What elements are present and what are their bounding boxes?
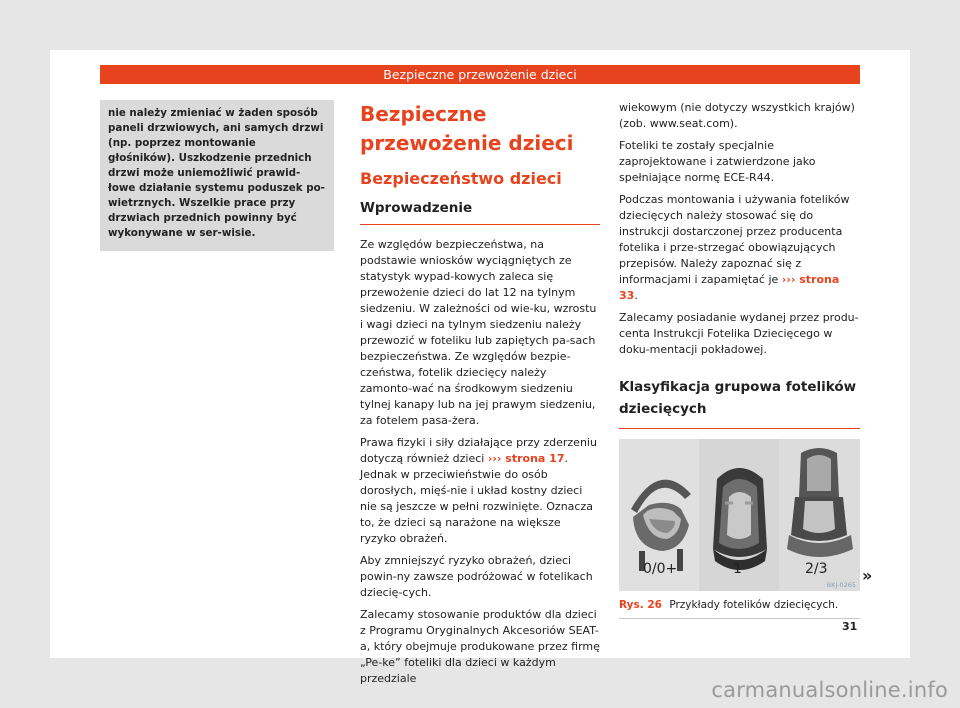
section-title: Klasyfikacja grupowa fotelików dziecięcych — [619, 379, 857, 417]
column-middle — [360, 100, 600, 693]
paragraph-text: . Jednak w przeciwieństwie do osób dorosłych, mięś-nie i układ kostny dzieci nie są jeszcze w pełni rozwinięte. Oznacza to, że dzieci są narażone na większe ryzyko obrażeń. — [360, 452, 593, 545]
figure-label-group-2-3: 2/3 — [805, 561, 828, 577]
page-header — [100, 65, 860, 84]
subsection-title: Wprowadzenie — [360, 198, 600, 225]
child-seats-figure — [619, 439, 860, 591]
warning-text: nie należy zmieniać w żaden sposób paneli drzwiowych, ani samych drzwi (np. poprzez montowanie głośników). Uszkodzenie przednich drzwi może uniemożliwić prawid-łowe działanie systemu poduszek po-wietrznych. Wszelkie prace przy drzwiach przednich powinny być wykonywane w ser-wisie. — [108, 107, 325, 239]
paragraph: Zalecamy posiadanie wydanej przez produ-centa Instrukcji Fotelika Dziecięcego w doku-mentacji pokładowej. — [619, 311, 859, 356]
paragraph: Zalecamy stosowanie produktów dla dzieci z Programu Oryginalnych Akcesoriów SEAT-a, który obejmuje produkowane przez firmę „Pe-ke” foteliki dla dzieci w każdym przedziale — [360, 608, 600, 685]
page-reference-link[interactable]: ››› strona 33 — [619, 273, 840, 302]
figure-label-group-0: 0/0+ — [643, 561, 678, 577]
paragraph: Foteliki te zostały specjalnie zaprojektowane i zatwierdzone jako spełniające normę ECE-R44. — [619, 139, 816, 184]
warning-box — [100, 100, 334, 251]
section-title: Bezpieczeństwo dzieci — [360, 169, 562, 188]
paragraph — [360, 435, 600, 547]
page-number: 31 — [842, 620, 858, 633]
paragraph-text: Prawa fizyki i siły działające przy zderzeniu dotyczą również dzieci — [360, 436, 597, 465]
column-left — [100, 100, 334, 251]
watermark: carmanualsonline.info — [711, 678, 948, 702]
column-right — [619, 100, 860, 619]
paragraph-text: . — [634, 289, 638, 302]
figure-code: BKJ-0265 — [826, 581, 856, 589]
page-title: Bezpieczne przewożenie dzieci — [360, 102, 574, 155]
figure-number: Rys. 26 — [619, 599, 662, 611]
header-title: Bezpieczne przewożenie dzieci — [383, 67, 577, 82]
paragraph: wiekowym (nie dotyczy wszystkich krajów) (zob. www.seat.com). — [619, 101, 855, 130]
paragraph — [619, 192, 860, 304]
page-reference-link[interactable]: ››› strona 17 — [487, 452, 565, 465]
paragraph: Aby zmniejszyć ryzyko obrażeń, dzieci powin-ny zawsze podróżować w fotelikach dziecię-cych. — [360, 554, 593, 599]
figure-caption — [619, 598, 860, 619]
paragraph: Ze względów bezpieczeństwa, na podstawie wniosków wyciągniętych ze statystyk wypad-kowych zaleca się przewożenie dzieci do lat 12 na tylnym siedzeniu. W zależności od wie-ku, wzrostu i wagi dzieci na tylnym siedzeniu należy przewozić w foteliku lub zapiętych pa-sach bezpieczeństwa. Ze względów bezpie-czeństwa, fotelik dziecięcy należy zamonto-wać na środkowym siedzeniu tylnej kanapy lub na jej prawym siedzeniu, za fotelem pasa-żera. — [360, 238, 597, 427]
paragraph-text: Podczas montowania i używania fotelików dziecięcych należy stosować się do instrukcji dostarczonej przez producenta fotelika i prze-strzegać obowiązujących przepisów. Należy zapoznać się z informacjami i zapamiętać je — [619, 193, 850, 286]
caption-text: Przykłady fotelików dziecięcych. — [669, 599, 839, 611]
section-heading — [619, 376, 860, 429]
figure-label-group-1: 1 — [733, 561, 742, 577]
continuation-arrow: » — [862, 566, 873, 585]
